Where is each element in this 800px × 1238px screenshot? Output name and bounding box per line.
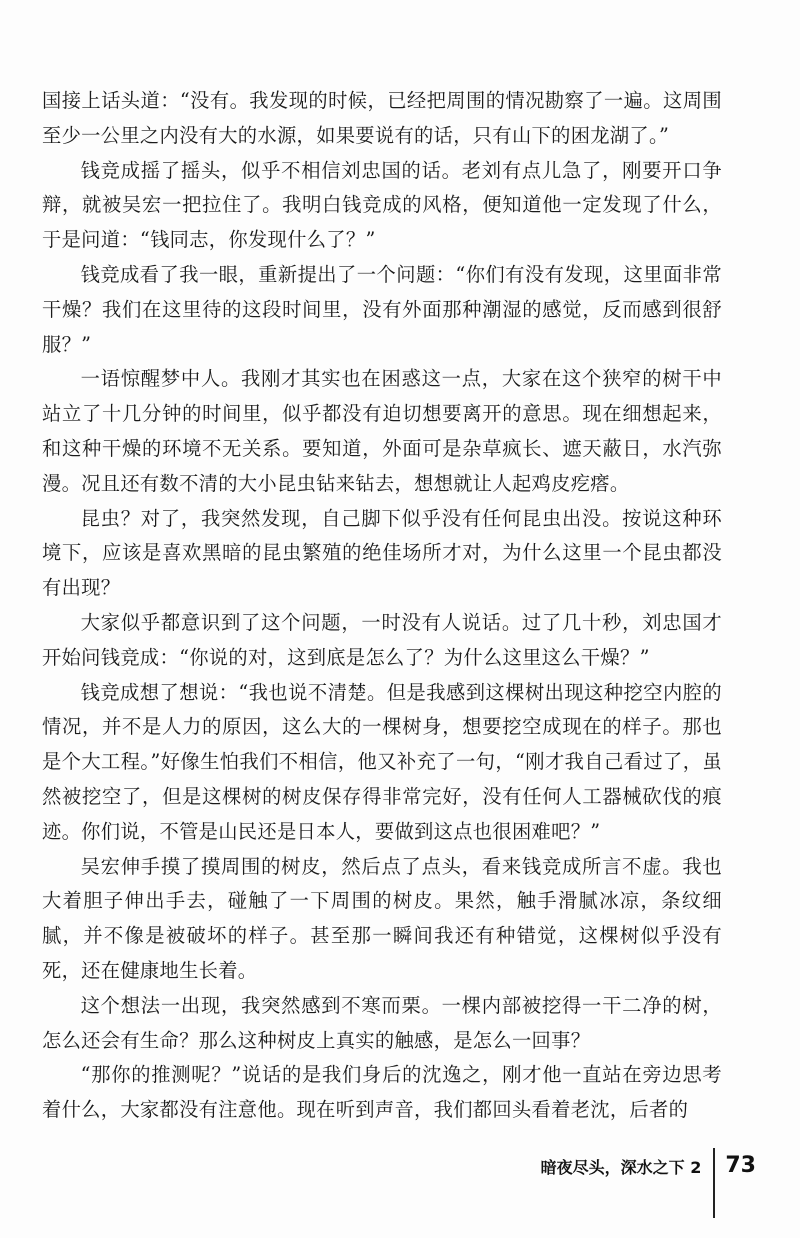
paragraph: 钱竞成看了我一眼，重新提出了一个问题：“你们有没有发现，这里面非常干燥？我们在这里待的这段时间里，没有外面那种潮湿的感觉，反而感到很舒服？” — [42, 262, 722, 356]
footer-divider — [713, 1148, 715, 1218]
paragraph: 这个想法一出现，我突然感到不寒而栗。一棵内部被挖得一干二净的树，怎么还会有生命？那么这种树皮上真实的触感，是怎么一回事？ — [42, 993, 722, 1052]
text-body — [42, 84, 722, 1128]
paragraph: 国接上话头道：“没有。我发现的时候，已经把周围的情况勘察了一遍。这周围至少一公里之内没有大的水源，如果要说有的话，只有山下的困龙湖了。” — [42, 89, 722, 147]
paragraph: 大家似乎都意识到了这个问题，一时没有人说话。过了几十秒，刘忠国才开始问钱竞成：“你说的对，这到底是怎么了？为什么这里这么干燥？” — [42, 610, 722, 669]
paragraph: 吴宏伸手摸了摸周围的树皮，然后点了点头，看来钱竞成所言不虚。我也大着胆子伸出手去，碰触了一下周围的树皮。果然，触手滑腻冰凉，条纹细腻，并不像是被破坏的样子。甚至那一瞬间我还有种错觉，这棵树似乎没有死，还在健康地生长着。 — [42, 854, 722, 982]
paragraph: “那你的推测呢？”说话的是我们身后的沈逸之，刚才他一直站在旁边思考着什么，大家都没有注意他。现在听到声音，我们都回头看着老沈，后者的 — [42, 1063, 722, 1122]
page-footer — [541, 1148, 756, 1218]
paragraph: 钱竞成想了想说：“我也说不清楚。但是我感到这棵树出现这种挖空内腔的情况，并不是人力的原因，这么大的一棵树身，想要挖空成现在的样子。那也是个大工程。”好像生怕我们不相信，他又补充了一句，“刚才我自己看过了，虽然被挖空了，但是这棵树的树皮保存得非常完好，没有任何人工器械砍伐的痕迹。你们说，不管是山民还是日本人，要做到这点也很困难吧？” — [42, 680, 722, 843]
paragraph: 钱竞成摇了摇头，似乎不相信刘忠国的话。老刘有点儿急了，刚要开口争辩，就被吴宏一把拉住了。我明白钱竞成的风格，便知道他一定发现了什么，于是问道：“钱同志，你发现什么了？” — [42, 158, 722, 252]
running-title: 暗夜尽头，深水之下 2 — [540, 1158, 702, 1177]
page-number: 73 — [725, 1153, 756, 1178]
paragraph: 昆虫？对了，我突然发现，自己脚下似乎没有任何昆虫出没。按说这种环境下，应该是喜欢黑暗的昆虫繁殖的绝佳场所才对，为什么这里一个昆虫都没有出现？ — [42, 506, 722, 600]
paragraph: 一语惊醒梦中人。我刚才其实也在困惑这一点，大家在这个狭窄的树干中站立了十几分钟的时间里，似乎都没有迫切想要离开的意思。现在细想起来，和这种干燥的环境不无关系。要知道，外面可是杂草疯长、遮天蔽日，水汽弥漫。况且还有数不清的大小昆虫钻来钻去，想想就让人起鸡皮疙瘩。 — [42, 367, 722, 495]
